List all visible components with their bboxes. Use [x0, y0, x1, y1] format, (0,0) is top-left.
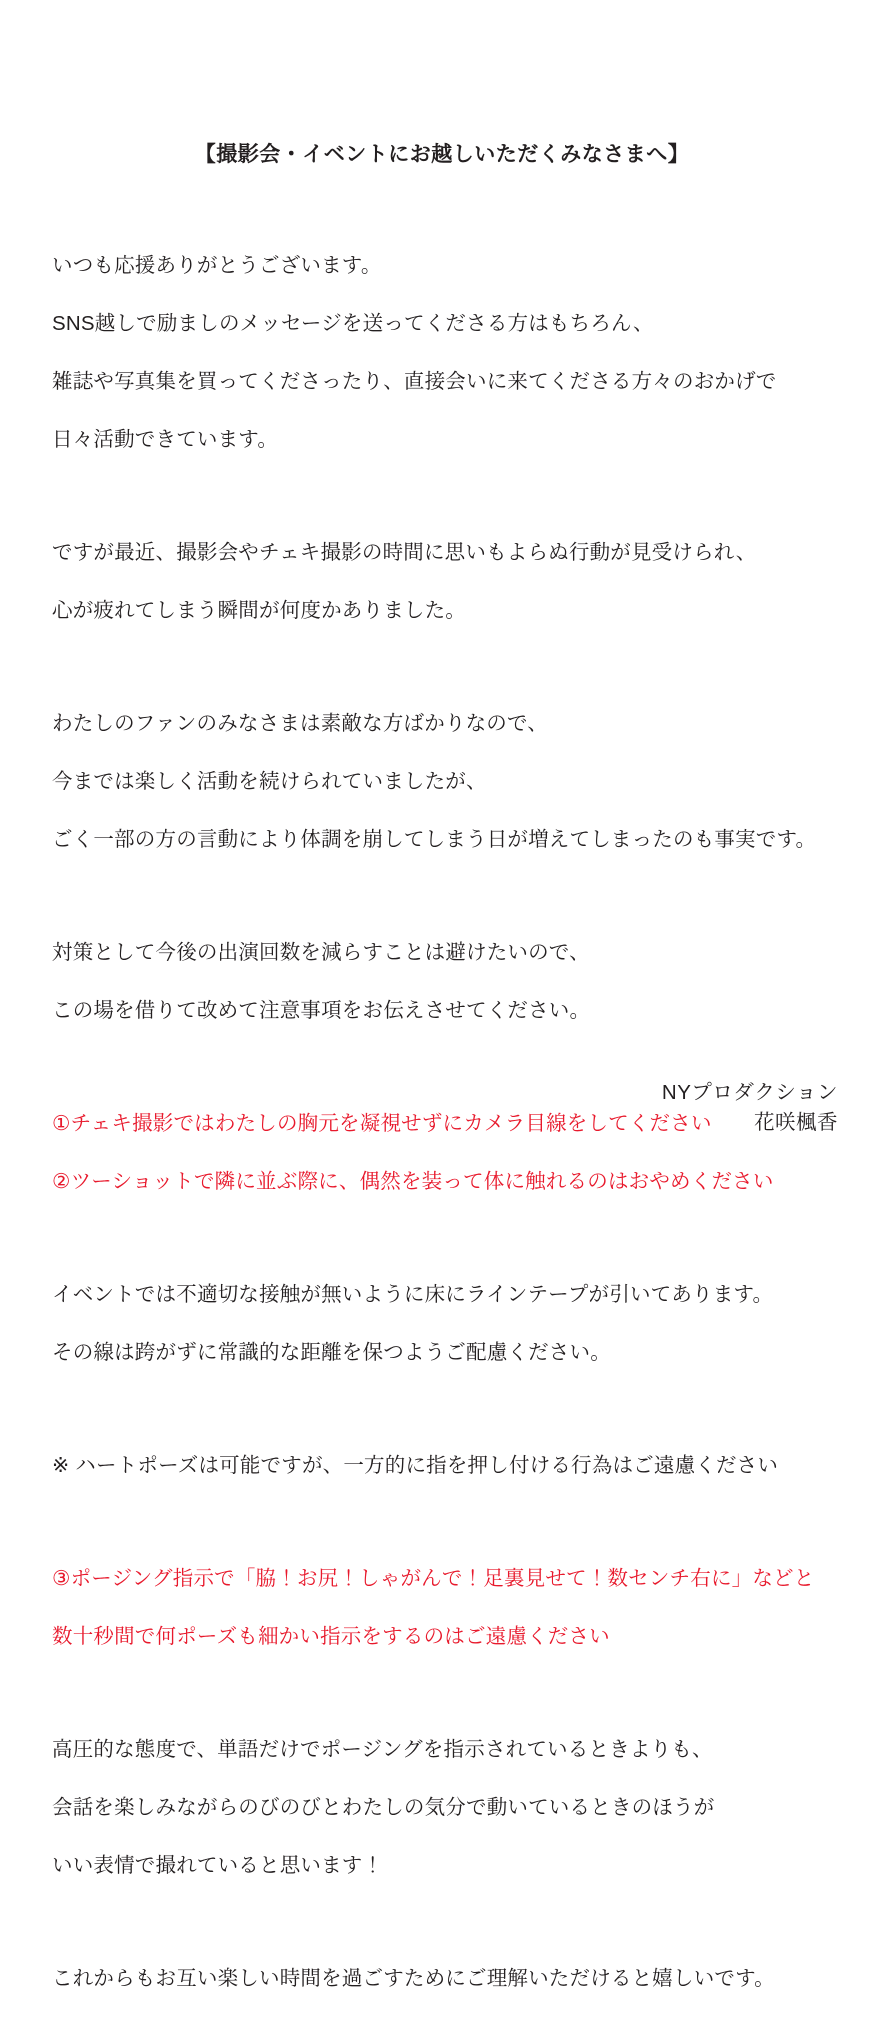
paragraph-line: 日々活動できています。 — [52, 428, 279, 451]
paragraph-line: ですが最近、撮影会やチェキ撮影の時間に思いもよらぬ行動が見受けられ、 — [52, 541, 757, 564]
paragraph-line: ごく一部の方の言動により体調を崩してしまう日が増えてしまったのも事実です。 — [52, 828, 817, 851]
paragraph-line: 高圧的な態度で、単語だけでポージングを指示されているときよりも、 — [52, 1738, 713, 1761]
paragraph-line: SNS越しで励ましのメッセージを送ってくださる方はもちろん、 — [52, 312, 654, 335]
paragraph-line: これからもお互い楽しい時間を過ごすためにご理解いただけると嬉しいです。 — [52, 1967, 775, 1990]
paragraph-recent-trouble — [52, 509, 844, 654]
paragraph-closing — [52, 1935, 844, 2022]
paragraph-line-tape — [52, 1251, 844, 1396]
signature — [662, 1078, 838, 1138]
paragraph-line: いい表情で撮れていると思います！ — [52, 1854, 384, 1877]
paragraph-line: この場を借りて改めて注意事項をお伝えさせてください。 — [52, 999, 591, 1022]
rule-item: ③ポージング指示で「脇！お尻！しゃがんで！足裏見せて！数センチ右に」などと — [52, 1567, 815, 1590]
paragraph-line: 今までは楽しく活動を続けられていましたが、 — [52, 770, 487, 793]
paragraph-countermeasure — [52, 909, 844, 1054]
paragraph-thanks — [52, 222, 844, 483]
paragraph-heart-pose-note — [52, 1422, 844, 1509]
page-title: 【撮影会・イベントにお越しいただくみなさまへ】 — [194, 143, 690, 166]
paragraph-line: 会話を楽しみながらのびのびとわたしの気分で動いているときのほうが — [52, 1796, 715, 1819]
signature-organization: NYプロダクション — [661, 1081, 838, 1104]
paragraph-fans-are-kind — [52, 680, 844, 883]
rule-item: 数十秒間で何ポーズも細かい指示をするのはご遠慮ください — [52, 1625, 610, 1648]
rule-item: ②ツーショットで隣に並ぶ際に、偶然を装って体に触れるのはおやめください — [52, 1170, 774, 1193]
paragraph-line: イベントでは不適切な接触が無いように床にラインテープが引いてあります。 — [52, 1283, 774, 1306]
paragraph-line: わたしのファンのみなさまは素敵な方ばかりなので、 — [52, 712, 548, 735]
paragraph-line: 心が疲れてしまう瞬間が何度かありました。 — [52, 599, 466, 622]
rule-item: ①チェキ撮影ではわたしの胸元を凝視せずにカメラ目線をしてください — [52, 1112, 712, 1135]
paragraph-line: ※ ハートポーズは可能ですが、一方的に指を押し付ける行為はご遠慮ください — [52, 1454, 779, 1477]
paragraph-rule-3 — [52, 1535, 844, 1680]
paragraph-line: その線は跨がずに常識的な距離を保つようご配慮ください。 — [52, 1341, 611, 1364]
paragraph-better-photos — [52, 1706, 844, 1909]
paragraph-line: 対策として今後の出演回数を減らすことは避けたいので、 — [52, 941, 590, 964]
signature-name: 花咲楓香 — [754, 1111, 838, 1134]
paragraph-line: いつも応援ありがとうございます。 — [52, 254, 382, 277]
paragraph-line: 雑誌や写真集を買ってくださったり、直接会いに来てくださる方々のおかげで — [52, 370, 777, 393]
